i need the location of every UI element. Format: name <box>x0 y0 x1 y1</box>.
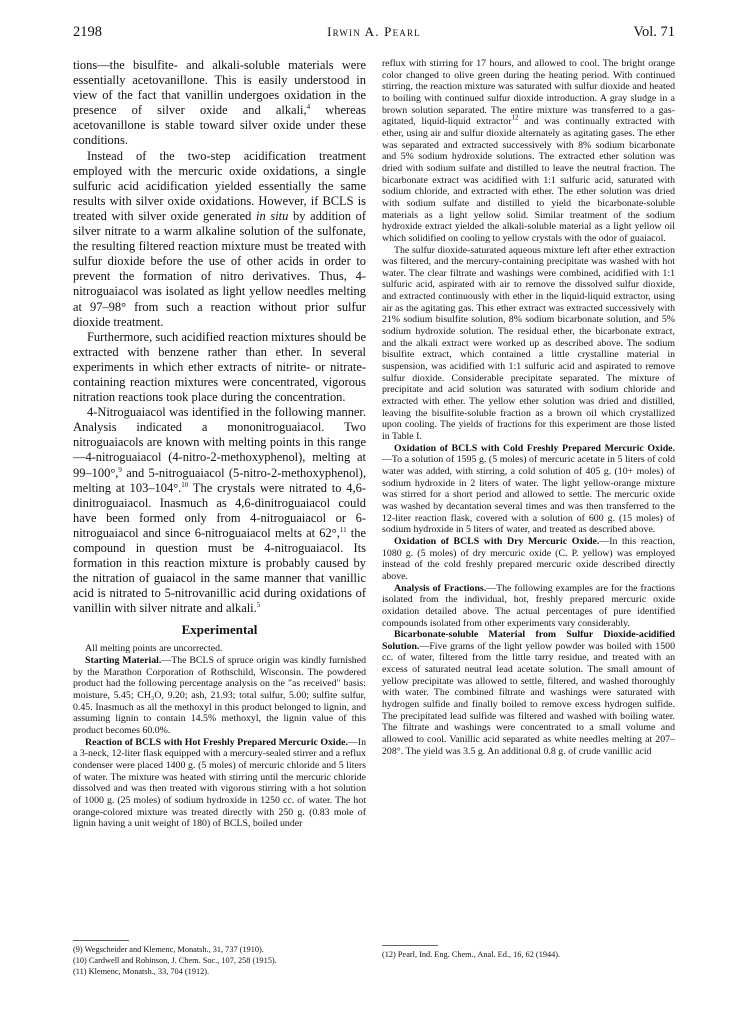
reference-marker: 5 <box>256 601 261 610</box>
paragraph-sulfur-dioxide-mixture: The sulfur dioxide-saturated aqueous mixture left after ether extraction was filtered, and the mercury-containing precipitate was washed with hot water. The clear filtrate and washings were combined, acidified with 1:1 sulfuric acid, aspirated with air to remove the dissolved sulfur dioxide, and extracted continuously with ether in the liquid-liquid extractor, using air as the agitating gas. This ether extract was extracted successively with 21% sodium bisulfite solution, 8% sodium bicarbonate solution, and 5% sodium hydroxide solution. The residual ether, the bicarbonate extract, and the alkali extract were worked up as described above. The sodium bisulfite extract, which contained a little crystalline material in suspension, was acidified with 1:1 sulfuric acid and aspirated to remove sulfur dioxide. Considerable precipitate separated. The mixture of precipitate and acid solution was saturated with sodium chloride and extracted with ether. The yellow ether solution was dried and distilled, leaving the bisulfite-soluble fraction as a brown oil which crystallized upon cooling. The yields of fractions for this experiment are those listed in Table I. <box>382 244 675 442</box>
right-column <box>382 58 675 757</box>
footnote-11: (11) Klemenc, Monatsh., 33, 704 (1912). <box>73 967 210 976</box>
run-in-heading: Bicarbonate-soluble Material from Sulfur Dioxide-acidified Solution. <box>382 629 675 652</box>
paragraph-cold-mercuric-oxide: Oxidation of BCLS with Cold Freshly Prepared Mercuric Oxide.—To a solution of 1595 g. (5 moles) of mercuric acetate in 5 liters of cold water was added, with stirring, a cold solution of 405 g. (10+ moles) of sodium hydroxide in 2 liters of water. The light yellow-orange mixture was stirred for a short period and allowed to settle. The mercuric oxide was washed by decantation several times and was then transferred to the 12-liter reaction flask, covered with a solution of 600 g. (15 moles) of sodium hydroxide in 5 liters of water, and treated as described above. <box>382 442 675 536</box>
section-heading-experimental: Experimental <box>181 622 258 638</box>
volume-label: Vol. 71 <box>633 24 675 40</box>
paragraph-3: Furthermore, such acidified reaction mixtures should be extracted with benzene rather than ether. In several experiments in which ether extracts of nitrite- or nitrate-containing reaction mixtures were concentrated, vigorous nitration reactions took place during the concentration. <box>73 329 366 405</box>
reference-marker: 10 <box>181 480 189 489</box>
footnotes-right <box>382 949 675 960</box>
reference-marker: 11 <box>339 525 347 534</box>
footnote-12: (12) Pearl, Ind. Eng. Chem., Anal. Ed., 16, 62 (1944). <box>382 950 561 959</box>
footnotes-left <box>73 944 366 977</box>
run-in-heading: Oxidation of BCLS with Dry Mercuric Oxide. <box>394 535 600 547</box>
body-text-large <box>73 58 366 616</box>
paragraph-1: tions—the bisulfite- and alkali-soluble materials were essentially acetovanillone. This is easily understood in view of the fact that vanillin undergoes oxidation in the presence of silver oxide and alkali,$^4$ whereas acetovanillone is stable toward silver oxide under these conditions. <box>73 58 366 148</box>
paragraph-2: Instead of the two-step acidification treatment employed with the mercuric oxide oxidations, a single sulfuric acid acidification yielded essentially the same results with silver oxide oxidations. However, if BCLS is treated with silver oxide generated in situ by addition of silver nitrate to a warm alkaline solution of the sulfonate, the resulting filtered reaction mixture must be treated with sulfur dioxide before the use of other acids in order to prevent the formation of nitro derivatives. Thus, 4-nitroguaiacol was isolated as light yellow needles melting at 97–98° from such a reaction without prior sulfur dioxide treatment. <box>73 148 366 329</box>
footnote-rule-right <box>382 945 438 946</box>
paragraph-4: 4-Nitroguaiacol was identified in the following manner. Analysis indicated a mononitroguaiacol. Two nitroguaiacols are known with melting points in this range—4-nitroguaiacol (4-nitro-2-methoxyphenol), melting at 99–100°,$^9$ and 5-nitroguaiacol (5-nitro-2-methoxyphenol), melting at 103–104°.$^{10}$ The crystals were nitrated to 4,6-dinitroguaiacol. Inasmuch as 4,6-dinitroguaiacol could have been formed only from 4-nitroguaiacol or 6-nitroguaiacol and since 6-nitroguaiacol melts at 62°,$^{11}$ the compound in question must be 4-nitroguaiacol. Its formation in this reaction mixture is probably caused by the nitration of guaiacol in the same manner that vanillic acid is nitrated to 5-nitrovanillic acid during oxidations of vanillin with silver nitrate and alkali.$^5$ <box>73 405 367 616</box>
paragraph-reflux: reflux with stirring for 17 hours, and allowed to cool. The bright orange color changed to olive green during the heating period. With continued stirring, the reaction mixture was saturated with sulfur dioxide and heated to boiling with continued sulfur dioxide introduction. A gray sludge in a brown solution separated. The entire mixture was transferred to a gas-agitated, liquid-liquid extractor$^{12}$ and was continually extracted with ether, using air and sulfur dioxide alternately as agitating gases. The ether was separated and extracted successively with 8% sodium bicarbonate and 5% sodium hydroxide solutions. The extracted ether solution was dried with sodium sulfate and distilled to leave the neutral fraction. The bicarbonate extract was acidified with 1:1 sulfuric acid, saturated with sodium chloride, and extracted with ether. The ether solution was dried with sodium sulfate and distilled to yield the bicarbonate-soluble materials as a light yellow solid. Similar treatment of the sodium hydroxide extract yielded the alkali-soluble material as a light yellow oil which solidified on cooling to yellow crystals with the odor of guaiacol. <box>382 58 675 244</box>
running-head: Irwin A. Pearl <box>327 24 421 39</box>
footnote-10: (10) Cardwell and Robinson, J. Chem. Soc., 107, 258 (1915). <box>73 956 277 965</box>
reference-marker: 4 <box>306 103 311 112</box>
paragraph-starting-material: Starting Material.—The BCLS of spruce origin was kindly furnished by the Marathon Corporation of Rothschild, Wisconsin. The powdered product had the following percentage analysis on the "as received" basis: moisture, 5.45; CH₃O, 9.20; ash, 21.93; total sulfur, 5.00; sulfite sulfur, 0.45. Inasmuch as all the methoxyl in this product belonged to lignin, and assuming lignin to contain 14.5% methoxyl, the lignin value of this product becomes 60.0%. <box>73 655 367 737</box>
body-text-small <box>73 643 366 830</box>
reference-marker: 9 <box>118 465 122 474</box>
footnote-rule-left <box>73 940 129 941</box>
run-in-heading: Analysis of Fractions. <box>394 582 487 594</box>
footnote-9: (9) Wegscheider and Klemenc, Monatsh., 31, 737 (1910). <box>73 945 264 954</box>
paragraph-hot-mercuric-oxide: Reaction of BCLS with Hot Freshly Prepared Mercuric Oxide.—In a 3-neck, 12-liter flask equipped with a mercury-sealed stirrer and a reflux condenser were placed 1400 g. (5 moles) of mercuric chloride and 5 liters of water. The mixture was heated with stirring until the mercuric chloride dissolved and was then treated with vigorous stirring with a hot solution of 1000 g. (25 moles) of sodium hydroxide in 1250 cc. of water. The hot orange-colored mixture was treated directly with 250 g. (0.83 mole of lignin having a unit weight of 180) of BCLS, boiled under <box>73 736 367 830</box>
paragraph-bicarbonate-soluble: Bicarbonate-soluble Material from Sulfur Dioxide-acidified Solution.—Five grams of the light yellow powder was boiled with 1500 cc. of water, filtered from the little tarry residue, and treated with an excess of saturated neutral lead acetate solution. The small amount of yellow precipitate was allowed to settle, filtered, and washed thoroughly with water. The combined filtrate and washings were saturated with hydrogen sulfide and finally boiled to remove excess hydrogen sulfide. The precipitated lead sulfide was filtered and washed with boiling water. The filtrate and washings were concentrated to a small volume and allowed to cool. Vanillic acid separated as white needles melting at 207–208°. The yield was 3.5 g. An additional 0.8 g. of crude vanillic acid <box>382 629 675 757</box>
paragraph-analysis-of-fractions: Analysis of Fractions.—The following examples are for the fractions isolated from the individual, hot, freshly prepared mercuric oxide oxidation detailed above. The actual percentages of pure identified compounds isolated from other experiments vary considerably. <box>382 582 676 629</box>
paragraph-dry-mercuric-oxide: Oxidation of BCLS with Dry Mercuric Oxide.—In this reaction, 1080 g. (5 moles) of dry mercuric oxide (C. P. yellow) was employed instead of the cold freshly prepared mercuric oxide described directly above. <box>382 535 675 582</box>
reference-marker: 12 <box>511 114 519 122</box>
page-header <box>73 24 675 44</box>
paragraph-melting-points: All melting points are uncorrected. <box>85 643 223 655</box>
run-in-heading: Starting Material. <box>85 655 162 667</box>
run-in-heading: Oxidation of BCLS with Cold Freshly Prepared Mercuric Oxide. <box>394 442 675 454</box>
page-number: 2198 <box>73 24 102 40</box>
left-column <box>73 58 366 830</box>
run-in-heading: Reaction of BCLS with Hot Freshly Prepared Mercuric Oxide. <box>85 736 348 748</box>
